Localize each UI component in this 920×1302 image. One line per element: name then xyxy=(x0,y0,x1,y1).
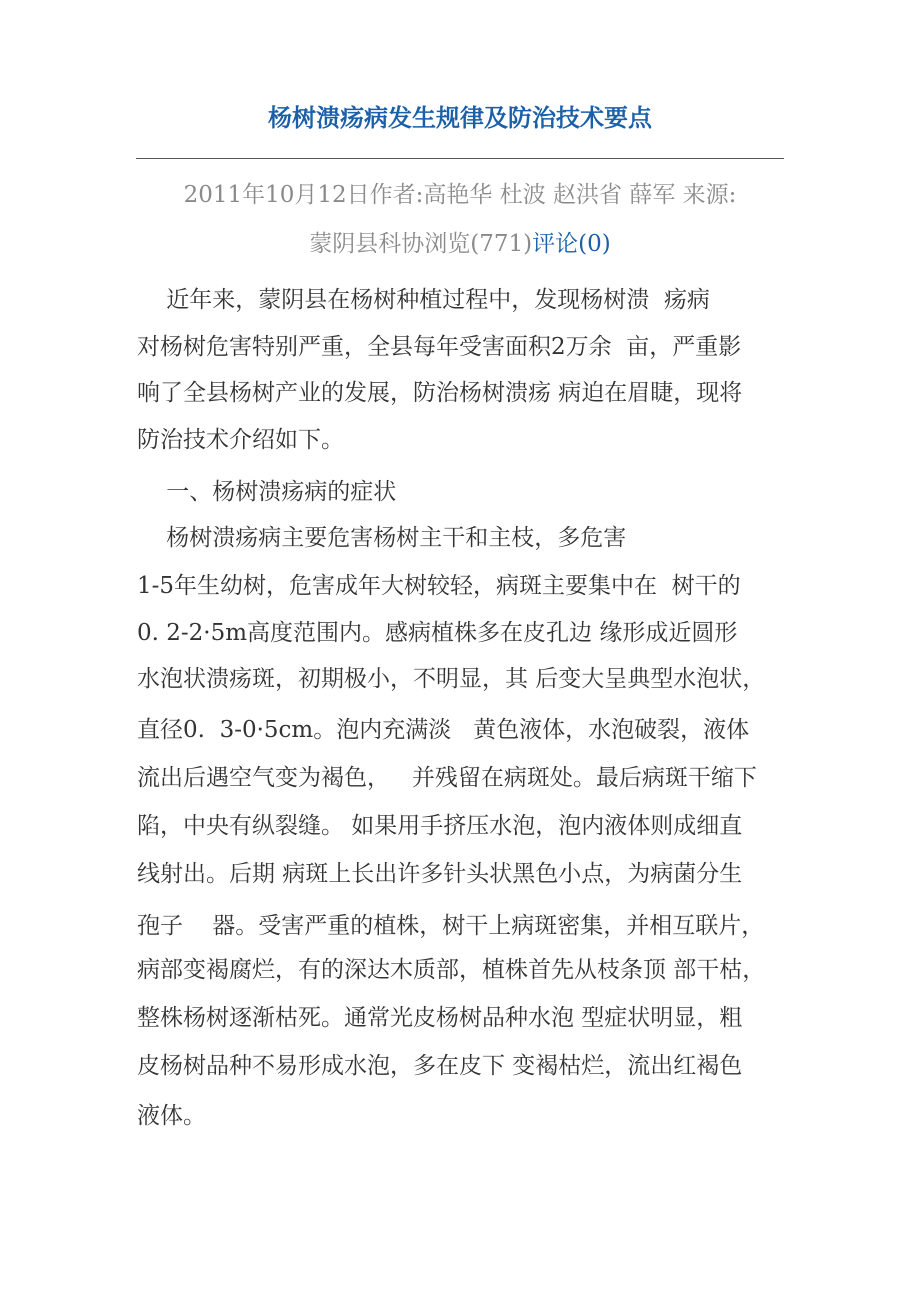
body-text-line: 皮杨树品种不易形成水泡，多在皮下 变褐枯烂，流出红褐色 xyxy=(137,1053,743,1079)
body-text-line: 0. 2-2·5m高度范围内。感病植株多在皮孔边 缘形成近圆形 xyxy=(137,620,738,646)
body-text-line: 流出后遇空气变为褐色， 并残留在病斑处。最后病斑干缩下 xyxy=(137,765,757,791)
body-text-line: 近年来，蒙阴县在杨树种植过程中，发现杨树溃 疡病 xyxy=(137,287,710,313)
body-text-line: 陷，中央有纵裂缝。 如果用手挤压水泡，泡内液体则成细直 xyxy=(137,813,743,839)
body-text-line: 对杨树危害特别严重，全县每年受害面积2万余 亩，严重影 xyxy=(137,334,742,360)
title-divider xyxy=(136,158,784,159)
body-text-line: 孢子 器。受害严重的植株，树干上病斑密集，并相互联片， xyxy=(137,913,765,939)
body-text-line: 病部变褐腐烂，有的深达木质部，植株首先从枝条顶 部干枯， xyxy=(137,957,766,983)
body-text-line: 杨树溃疡病主要危害杨树主干和主枝，多危害 xyxy=(137,525,627,551)
body-text-line: 直径0. 3-0·5cm。泡内充满淡 黄色液体，水泡破裂，液体 xyxy=(137,717,750,743)
body-text-line: 水泡状溃疡斑，初期极小，不明显，其 后变大呈典型水泡状， xyxy=(137,666,766,692)
comments-link[interactable]: 评论(0) xyxy=(532,231,611,257)
article-title: 杨树溃疡病发生规律及防治技术要点 xyxy=(268,104,652,132)
body-text-line: 线射出。后期 病斑上长出许多针头状黑色小点，为病菌分生 xyxy=(137,861,743,887)
body-text-line: 1-5年生幼树，危害成年大树较轻，病斑主要集中在 树干的 xyxy=(137,573,741,599)
body-text-line: 防治技术介绍如下。 xyxy=(137,427,344,453)
body-text-line: 整株杨树逐渐枯死。通常光皮杨树品种水泡 型症状明显，粗 xyxy=(137,1005,743,1031)
section-heading: 一、杨树溃疡病的症状 xyxy=(137,479,397,505)
body-text-line: 液体。 xyxy=(137,1103,206,1129)
body-text-line: 响了全县杨树产业的发展，防治杨树溃疡 病迫在眉睫，现将 xyxy=(137,380,743,406)
article-meta-author: 2011年10月12日作者:高艳华 杜波 赵洪省 薛军 来源: xyxy=(183,182,737,208)
article-meta-stats xyxy=(0,225,920,258)
source-views: 蒙阴县科协浏览(771) xyxy=(309,231,533,257)
